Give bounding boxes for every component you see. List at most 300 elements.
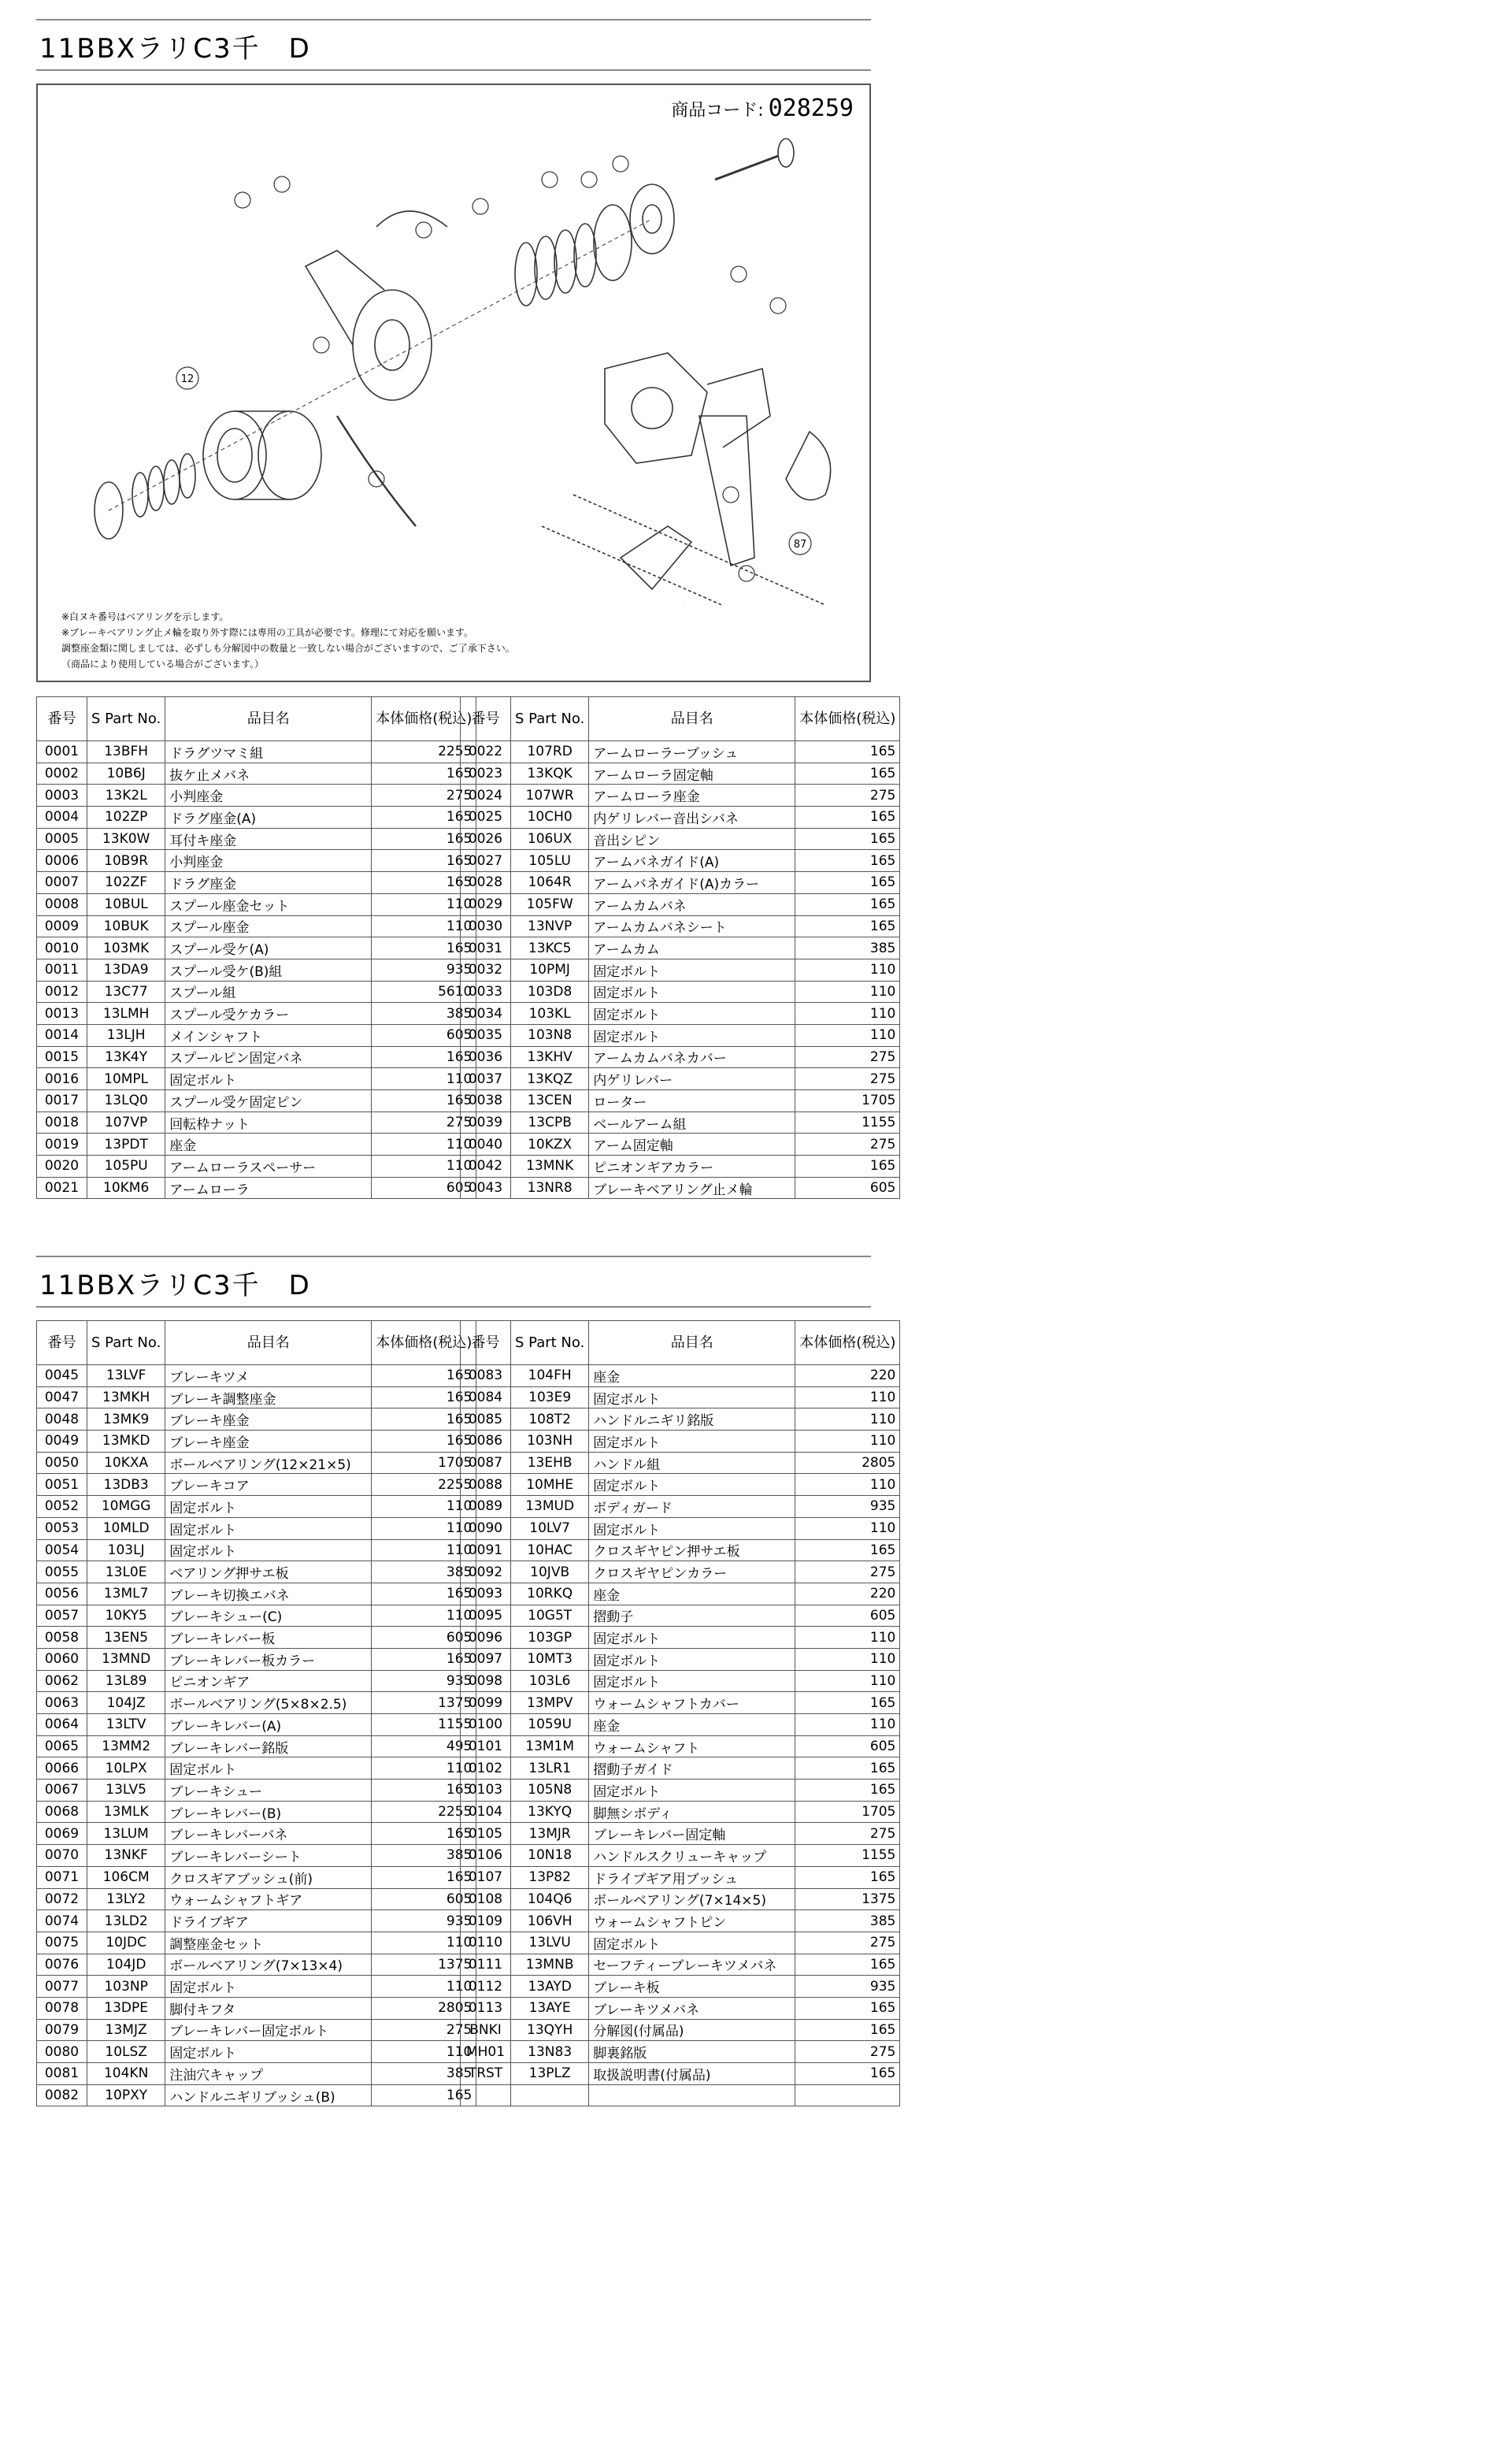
table-row <box>37 981 476 1003</box>
part-price: 165 <box>795 850 900 872</box>
part-number: 0049 <box>37 1431 87 1453</box>
table-row <box>461 1780 900 1802</box>
part-name: ドライブギア用ブッシュ <box>589 1866 795 1888</box>
note-line: （商品により使用している場合がございます。） <box>61 659 265 670</box>
part-name: 内ゲリレバー音出シバネ <box>589 807 795 829</box>
parts-table-2-left <box>36 1320 476 2106</box>
part-number: 0097 <box>461 1648 511 1670</box>
table-row <box>461 850 900 872</box>
part-name: メインシャフト <box>165 1024 372 1046</box>
part-name: 注油穴キャップ <box>165 2063 372 2085</box>
part-name: アームバネガイド(A)カラー <box>589 872 795 894</box>
part-name: 固定ボルト <box>165 1976 372 1998</box>
s-part-number: 13MNK <box>511 1156 589 1178</box>
table-row <box>461 915 900 937</box>
header-num: 番号 <box>37 697 87 741</box>
part-number: 0071 <box>37 1866 87 1888</box>
part-price: 110 <box>372 915 476 937</box>
table-row <box>37 1845 476 1867</box>
part-name: ハンドルスクリューキャップ <box>589 1845 795 1867</box>
spool <box>203 411 266 499</box>
part-price: 110 <box>795 1474 900 1496</box>
s-part-number: 13LQ0 <box>87 1090 165 1112</box>
part-number: 0077 <box>37 1976 87 1998</box>
table-header-row <box>461 697 900 741</box>
part-name: アームバネガイド(A) <box>589 850 795 872</box>
part-price: 935 <box>795 1976 900 1998</box>
parts-table-2-right <box>460 1320 900 2106</box>
s-part-number: 103E9 <box>511 1386 589 1408</box>
part-price: 385 <box>372 1003 476 1025</box>
table-row <box>461 1627 900 1649</box>
s-part-number: 106VH <box>511 1910 589 1932</box>
part-price: 110 <box>795 1714 900 1736</box>
part-number: 0082 <box>37 2084 87 2106</box>
header-name: 品目名 <box>589 697 795 741</box>
part-price: 1375 <box>372 1954 476 1976</box>
part-price: 165 <box>795 807 900 829</box>
part-name: ウォームシャフトカバー <box>589 1692 795 1714</box>
part-name: ブレーキレバー板 <box>165 1627 372 1649</box>
s-part-number: 13MM2 <box>87 1735 165 1757</box>
empty-cell <box>795 2084 900 2106</box>
part-price: 165 <box>795 1866 900 1888</box>
s-part-number: 13CEN <box>511 1090 589 1112</box>
parts-table-1-right <box>460 696 900 1199</box>
table-header-row <box>37 697 476 741</box>
part-number: 0081 <box>37 2063 87 2085</box>
part-price: 495 <box>372 1735 476 1757</box>
part-name: 摺動子ガイド <box>589 1757 795 1780</box>
part-name: ブレーキツメバネ <box>589 1997 795 2019</box>
s-part-number: 13MUD <box>511 1496 589 1518</box>
table-row <box>461 1757 900 1780</box>
product-code-value: 028259 <box>768 95 854 122</box>
table-row <box>37 915 476 937</box>
part-price: 110 <box>795 959 900 981</box>
part-name: ローター <box>589 1090 795 1112</box>
table-row <box>37 763 476 785</box>
table-row <box>461 1452 900 1474</box>
part-number: 0020 <box>37 1156 87 1178</box>
s-part-number: 10LSZ <box>87 2041 165 2063</box>
part-name: ドラグ座金(A) <box>165 807 372 829</box>
part-name: ブレーキレバー固定ボルト <box>165 2019 372 2041</box>
part-number: 0018 <box>37 1112 87 1134</box>
part-number: 0111 <box>461 1954 511 1976</box>
table-row <box>461 2041 900 2063</box>
part-number: 0090 <box>461 1517 511 1539</box>
part-number: 0040 <box>461 1134 511 1156</box>
part-price: 110 <box>795 1670 900 1692</box>
s-part-number: 10KM6 <box>87 1177 165 1199</box>
exploded-diagram-drawing <box>38 85 869 605</box>
table-row <box>461 1714 900 1736</box>
table-row <box>461 2063 900 2085</box>
part-number: 0078 <box>37 1997 87 2019</box>
part-number: 0050 <box>37 1452 87 1474</box>
table-row <box>461 1365 900 1387</box>
s-part-number: 13MK9 <box>87 1408 165 1431</box>
part-price: 165 <box>372 1866 476 1888</box>
table-row <box>37 1496 476 1518</box>
part-price: 110 <box>372 1976 476 1998</box>
part-price: 1705 <box>372 1452 476 1474</box>
s-part-number: 10MPL <box>87 1068 165 1090</box>
part-price: 110 <box>372 1757 476 1780</box>
s-part-number: 13K2L <box>87 785 165 807</box>
part-name: 固定ボルト <box>165 1517 372 1539</box>
empty-cell <box>461 2084 511 2106</box>
s-part-number: 13LJH <box>87 1024 165 1046</box>
part-number: 0112 <box>461 1976 511 1998</box>
part-number: 0001 <box>37 741 87 763</box>
part-price: 275 <box>795 1134 900 1156</box>
part-number: 0070 <box>37 1845 87 1867</box>
part-number: 0055 <box>37 1561 87 1583</box>
part-number: 0006 <box>37 850 87 872</box>
part-name: ピニオンギアカラー <box>589 1156 795 1178</box>
part-price: 165 <box>372 1046 476 1068</box>
part-number: 0009 <box>37 915 87 937</box>
part-number: 0060 <box>37 1648 87 1670</box>
part-name: ピニオンギア <box>165 1670 372 1692</box>
table-row <box>461 1976 900 1998</box>
s-part-number: 13MND <box>87 1648 165 1670</box>
header-spart: S Part No. <box>511 697 589 741</box>
part-name: ウォームシャフトピン <box>589 1910 795 1932</box>
s-part-number: 10KY5 <box>87 1605 165 1627</box>
part-number: 0045 <box>37 1365 87 1387</box>
part-name: アームローラスペーサー <box>165 1156 372 1178</box>
part-number: 0042 <box>461 1156 511 1178</box>
table-row <box>37 1046 476 1068</box>
part-price: 165 <box>372 807 476 829</box>
s-part-number: 13KQZ <box>511 1068 589 1090</box>
s-part-number: 13LR1 <box>511 1757 589 1780</box>
part-price: 110 <box>372 1605 476 1627</box>
header-spart: S Part No. <box>511 1321 589 1365</box>
s-part-number: 103L6 <box>511 1670 589 1692</box>
table-row <box>461 1932 900 1954</box>
table-row <box>37 1997 476 2019</box>
part-price: 220 <box>795 1365 900 1387</box>
part-name: セーフティーブレーキツメバネ <box>589 1954 795 1976</box>
s-part-number: 10PMJ <box>511 959 589 981</box>
part-name: 摺動子 <box>589 1605 795 1627</box>
table-row <box>37 1627 476 1649</box>
table-row <box>461 1539 900 1561</box>
part-name: 脚付キフタ <box>165 1997 372 2019</box>
part-price: 165 <box>795 872 900 894</box>
note-line: ※ブレーキベアリング止メ輪を取り外す際には専用の工具が必要です。修理にて対応を願います。 <box>61 627 473 638</box>
table-row <box>37 2041 476 2063</box>
part-name: ブレーキレバーシート <box>165 1845 372 1867</box>
table-row <box>37 1431 476 1453</box>
part-price: 165 <box>795 741 900 763</box>
part-name: ブレーキレバー板カラー <box>165 1648 372 1670</box>
part-price: 605 <box>372 1177 476 1199</box>
table-row <box>37 741 476 763</box>
part-name: 固定ボルト <box>589 1932 795 1954</box>
s-part-number: 13C77 <box>87 981 165 1003</box>
s-part-number: 104JD <box>87 1954 165 1976</box>
part-number: 0036 <box>461 1046 511 1068</box>
part-price: 385 <box>795 937 900 959</box>
table-row <box>461 1605 900 1627</box>
part-price: 605 <box>372 1627 476 1649</box>
s-part-number: 103LJ <box>87 1539 165 1561</box>
part-price: 165 <box>795 1692 900 1714</box>
part-name: スプールピン固定バネ <box>165 1046 372 1068</box>
table-row <box>461 828 900 850</box>
brake-lever <box>699 416 754 566</box>
part-price: 275 <box>372 1112 476 1134</box>
part-number: 0004 <box>37 807 87 829</box>
part-price: 5610 <box>372 981 476 1003</box>
table-row <box>37 2019 476 2041</box>
part-price: 110 <box>372 893 476 915</box>
part-name: アームローラ座金 <box>589 785 795 807</box>
table-row <box>37 1112 476 1134</box>
s-part-number: 13LV5 <box>87 1780 165 1802</box>
part-name: アーム固定軸 <box>589 1134 795 1156</box>
part-price: 605 <box>372 1888 476 1910</box>
part-price: 605 <box>795 1605 900 1627</box>
s-part-number: 10JVB <box>511 1561 589 1583</box>
part-number: 0038 <box>461 1090 511 1112</box>
s-part-number: 13L89 <box>87 1670 165 1692</box>
part-number: 0039 <box>461 1112 511 1134</box>
part-number: 0092 <box>461 1561 511 1583</box>
page-title: 11BBXラリC3千 D <box>39 1270 311 1301</box>
table-row <box>37 1386 476 1408</box>
s-part-number: 10LV7 <box>511 1517 589 1539</box>
part-number: 0063 <box>37 1692 87 1714</box>
part-name: 固定ボルト <box>589 1670 795 1692</box>
s-part-number: 13EHB <box>511 1452 589 1474</box>
part-price: 165 <box>372 2084 476 2106</box>
part-name: 固定ボルト <box>165 1539 372 1561</box>
s-part-number: 13NVP <box>511 915 589 937</box>
table-row <box>37 1692 476 1714</box>
table-row <box>461 763 900 785</box>
part-price: 935 <box>372 1670 476 1692</box>
part-number: 0058 <box>37 1627 87 1649</box>
part-number: 0014 <box>37 1024 87 1046</box>
table-row <box>461 872 900 894</box>
part-price: 1155 <box>795 1845 900 1867</box>
table-row <box>461 1177 900 1199</box>
part-number: 0021 <box>37 1177 87 1199</box>
part-name: 固定ボルト <box>589 1386 795 1408</box>
header-name: 品目名 <box>589 1321 795 1365</box>
table-row <box>37 1003 476 1025</box>
table-row <box>461 1692 900 1714</box>
s-part-number: 1059U <box>511 1714 589 1736</box>
part-price: 165 <box>372 850 476 872</box>
part-name: ブレーキ座金 <box>165 1408 372 1431</box>
parts-table-1-left <box>36 696 476 1199</box>
table-row <box>461 1068 900 1090</box>
table-row <box>37 1954 476 1976</box>
part-price: 165 <box>795 915 900 937</box>
part-callouts <box>176 156 811 581</box>
part-name: 分解図(付属品) <box>589 2019 795 2041</box>
part-price: 605 <box>372 1024 476 1046</box>
table-row <box>461 1386 900 1408</box>
part-price: 1705 <box>795 1801 900 1823</box>
group-label-87: 87 <box>793 539 807 551</box>
part-number: 0067 <box>37 1780 87 1802</box>
table-row <box>37 1670 476 1692</box>
s-part-number: 1064R <box>511 872 589 894</box>
part-name: ウォームシャフトギア <box>165 1888 372 1910</box>
part-price: 275 <box>795 1068 900 1090</box>
reel-body <box>605 353 707 463</box>
s-part-number: 13P82 <box>511 1866 589 1888</box>
part-number: 0012 <box>37 981 87 1003</box>
part-number: 0086 <box>461 1431 511 1453</box>
table-row <box>37 1517 476 1539</box>
part-number: 0104 <box>461 1801 511 1823</box>
part-price: 605 <box>795 1177 900 1199</box>
brake-rings <box>515 205 632 306</box>
s-part-number: 10KXA <box>87 1452 165 1474</box>
part-number: 0083 <box>461 1365 511 1387</box>
table-row <box>37 807 476 829</box>
table-row <box>37 1932 476 1954</box>
part-price: 110 <box>795 1431 900 1453</box>
part-number: 0089 <box>461 1496 511 1518</box>
part-name: 固定ボルト <box>589 1517 795 1539</box>
s-part-number: 13AYD <box>511 1976 589 1998</box>
header-name: 品目名 <box>165 697 372 741</box>
part-number: 0084 <box>461 1386 511 1408</box>
header-price: 本体価格(税込) <box>795 697 900 741</box>
header-price: 本体価格(税込) <box>372 697 476 741</box>
part-name: ドライブギア <box>165 1910 372 1932</box>
part-name: スプール受ケ(B)組 <box>165 959 372 981</box>
part-number: 0068 <box>37 1801 87 1823</box>
part-name: 固定ボルト <box>589 1474 795 1496</box>
part-name: 回転枠ナット <box>165 1112 372 1134</box>
part-number: 0072 <box>37 1888 87 1910</box>
part-name: 脚裏銘版 <box>589 2041 795 2063</box>
table-row <box>37 1605 476 1627</box>
s-part-number: 10JDC <box>87 1932 165 1954</box>
s-part-number: 13NR8 <box>511 1177 589 1199</box>
note-line: ※白ヌキ番号はベアリングを示します。 <box>61 611 229 622</box>
rotor <box>353 290 432 400</box>
empty-cell <box>511 2084 589 2106</box>
part-number: 0109 <box>461 1910 511 1932</box>
product-code-label: 商品コード: <box>671 101 764 121</box>
table-row <box>37 959 476 981</box>
s-part-number: 105PU <box>87 1156 165 1178</box>
part-number: 0087 <box>461 1452 511 1474</box>
s-part-number: 102ZP <box>87 807 165 829</box>
part-name: スプール座金 <box>165 915 372 937</box>
s-part-number: 13AYE <box>511 1997 589 2019</box>
s-part-number: 10CH0 <box>511 807 589 829</box>
s-part-number: 108T2 <box>511 1408 589 1431</box>
s-part-number: 13PDT <box>87 1134 165 1156</box>
part-number: 0002 <box>37 763 87 785</box>
part-price: 165 <box>795 893 900 915</box>
part-number: 0047 <box>37 1386 87 1408</box>
part-price: 935 <box>372 1910 476 1932</box>
part-price: 275 <box>795 1046 900 1068</box>
table-row <box>461 1090 900 1112</box>
part-number: 0095 <box>461 1605 511 1627</box>
table-row <box>461 1046 900 1068</box>
part-price: 165 <box>795 1780 900 1802</box>
part-number: 0085 <box>461 1408 511 1431</box>
part-price: 110 <box>795 1386 900 1408</box>
part-price: 275 <box>372 785 476 807</box>
part-number: 0043 <box>461 1177 511 1199</box>
part-price: 110 <box>372 2041 476 2063</box>
part-price: 110 <box>795 1648 900 1670</box>
part-name: ブレーキレバー(A) <box>165 1714 372 1736</box>
table-row <box>461 1431 900 1453</box>
part-name: ブレーキシュー <box>165 1780 372 1802</box>
part-number: BNKI <box>461 2019 511 2041</box>
s-part-number: 13LUM <box>87 1823 165 1845</box>
table-row <box>461 1024 900 1046</box>
s-part-number: 13N83 <box>511 2041 589 2063</box>
part-price: 110 <box>795 1003 900 1025</box>
part-name: ブレーキ座金 <box>165 1431 372 1453</box>
part-name: 取扱説明書(付属品) <box>589 2063 795 2085</box>
part-price: 275 <box>795 785 900 807</box>
part-name: アームカムバネカバー <box>589 1046 795 1068</box>
part-number: 0035 <box>461 1024 511 1046</box>
part-price: 110 <box>372 1517 476 1539</box>
part-number: 0108 <box>461 1888 511 1910</box>
part-name: アームローラーブッシュ <box>589 741 795 763</box>
part-number: 0106 <box>461 1845 511 1867</box>
part-number: 0005 <box>37 828 87 850</box>
s-part-number: 13MPV <box>511 1692 589 1714</box>
part-name: 固定ボルト <box>165 2041 372 2063</box>
s-part-number: 104Q6 <box>511 1888 589 1910</box>
part-name: 調整座金セット <box>165 1932 372 1954</box>
table-row <box>37 1583 476 1605</box>
part-name: クロスギヤピンカラー <box>589 1561 795 1583</box>
part-number: 0056 <box>37 1583 87 1605</box>
part-number: 0026 <box>461 828 511 850</box>
table-row <box>461 1496 900 1518</box>
table-row <box>461 1845 900 1867</box>
part-number: 0017 <box>37 1090 87 1112</box>
part-name: 固定ボルト <box>165 1068 372 1090</box>
part-price: 165 <box>795 763 900 785</box>
part-number: 0091 <box>461 1539 511 1561</box>
s-part-number: 10MLD <box>87 1517 165 1539</box>
table-row <box>461 937 900 959</box>
table-header-row <box>37 1321 476 1365</box>
part-price: 2805 <box>795 1452 900 1474</box>
part-name: ドラグツマミ組 <box>165 741 372 763</box>
part-name: ブレーキツメ <box>165 1365 372 1387</box>
header-num: 番号 <box>37 1321 87 1365</box>
s-part-number: 13MLK <box>87 1801 165 1823</box>
note-line: 調整座金類に関しましては、必ずしも分解図中の数量と一致しない場合がございますので、ご了承下さい。 <box>61 643 515 654</box>
table-row <box>461 1801 900 1823</box>
part-number: 0030 <box>461 915 511 937</box>
